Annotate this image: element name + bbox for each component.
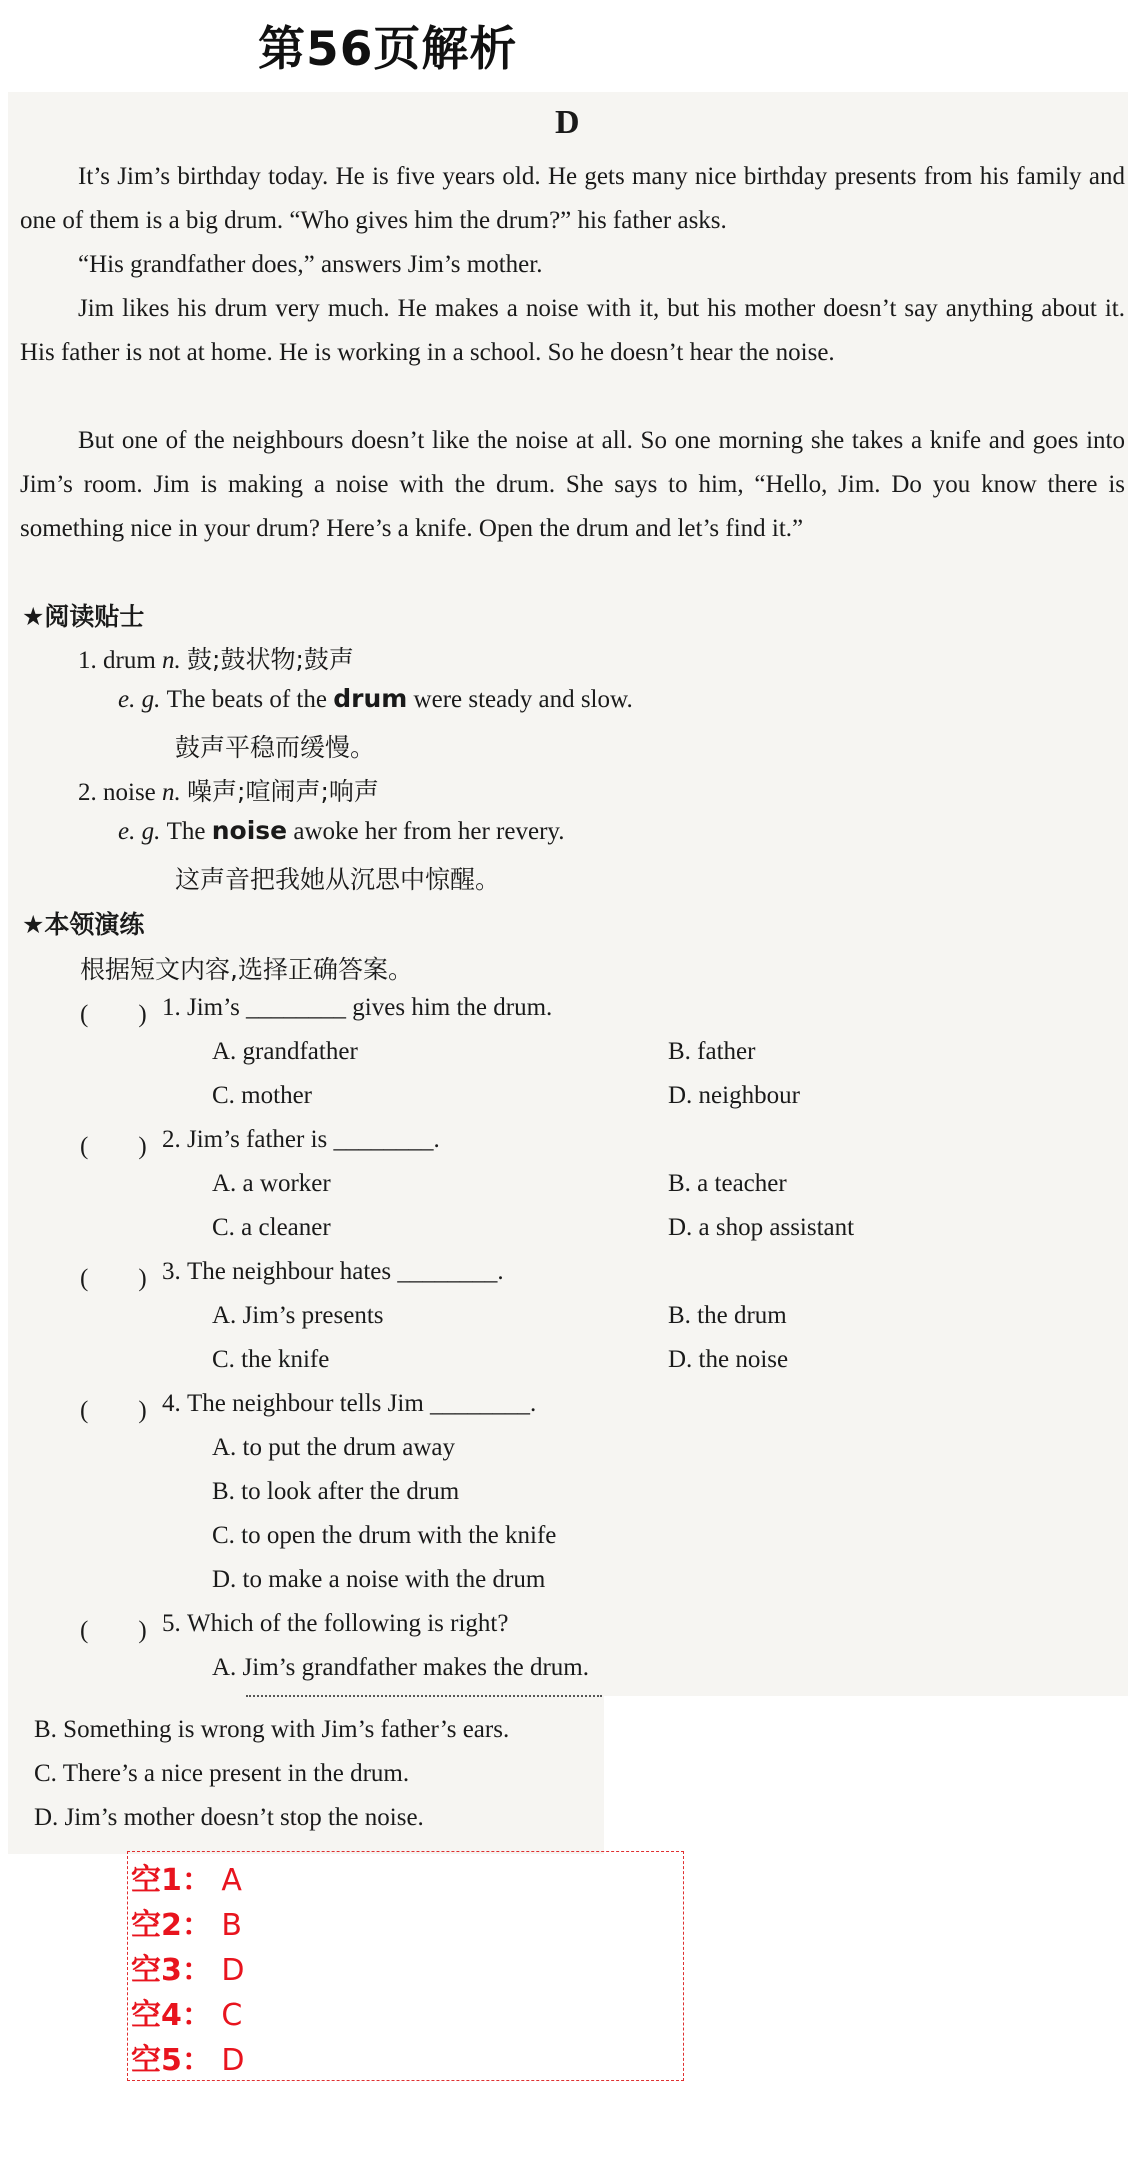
- option: C. to open the drum with the knife: [212, 1522, 557, 1549]
- question-1: 1. Jim’s ________ gives him the drum.: [162, 994, 553, 1021]
- option: C. There’s a nice present in the drum.: [34, 1760, 410, 1787]
- passage-paragraph-3: Jim likes his drum very much. He makes a noise with it, but his mother doesn’t say anything about it. His father is not at home. He is working in a school. So he doesn’t hear the noise.: [20, 295, 1125, 366]
- option: D. to make a noise with the drum: [212, 1566, 546, 1593]
- tip-translation-2: 这声音把我她从沉思中惊醒。: [175, 865, 501, 894]
- option: B. to look after the drum: [212, 1478, 460, 1505]
- answer-2: 空2： B: [131, 1908, 243, 1943]
- passage-heading: D: [555, 104, 580, 141]
- option: A. a worker: [212, 1170, 331, 1197]
- option: A. Jim’s grandfather makes the drum.: [212, 1654, 589, 1681]
- answer-paren: ( ): [80, 1617, 147, 1644]
- cut-line: [246, 1695, 602, 1697]
- option: D. Jim’s mother doesn’t stop the noise.: [34, 1804, 424, 1831]
- option: A. grandfather: [212, 1038, 358, 1065]
- answer-paren: ( ): [80, 1133, 147, 1160]
- tip-item-2: 2. noise n. 噪声;喧闹声;响声: [78, 777, 379, 806]
- page-title: 第56页解析: [258, 22, 518, 77]
- answer-3: 空3： D: [131, 1953, 245, 1988]
- practice-instruction: 根据短文内容,选择正确答案。: [80, 955, 413, 984]
- option: A. Jim’s presents: [212, 1302, 384, 1329]
- question-4: 4. The neighbour tells Jim ________.: [162, 1390, 537, 1417]
- passage-paragraph-4: But one of the neighbours doesn’t like the noise at all. So one morning she takes a knife and goes into Jim’s room. Jim is making a noise with the drum. She says to him, “Hello, Jim. Do you know there is something nice in your drum? Here’s a knife. Open the drum and let’s find it.”: [20, 427, 1125, 542]
- option: B. the drum: [668, 1302, 787, 1329]
- answer-paren: ( ): [80, 1397, 147, 1424]
- option: C. mother: [212, 1082, 312, 1109]
- question-5: 5. Which of the following is right?: [162, 1610, 509, 1637]
- tip-example-2: e. g. The noise awoke her from her revery.: [118, 816, 565, 845]
- answer-paren: ( ): [80, 1265, 147, 1292]
- tip-item-1: 1. drum n. 鼓;鼓状物;鼓声: [78, 645, 354, 674]
- option: D. a shop assistant: [668, 1214, 855, 1241]
- answer-5: 空5： D: [131, 2043, 245, 2078]
- option: C. the knife: [212, 1346, 330, 1373]
- option: A. to put the drum away: [212, 1434, 456, 1461]
- tips-heading: ★阅读贴士: [22, 602, 145, 631]
- passage-paragraph-1: It’s Jim’s birthday today. He is five years old. He gets many nice birthday presents from his family and one of them is a big drum. “Who gives him the drum?” his father asks.: [20, 163, 1125, 234]
- answer-1: 空1： A: [131, 1863, 242, 1898]
- question-3: 3. The neighbour hates ________.: [162, 1258, 504, 1285]
- option: C. a cleaner: [212, 1214, 331, 1241]
- tip-example-1: e. g. The beats of the drum were steady and slow.: [118, 684, 633, 713]
- question-2: 2. Jim’s father is ________.: [162, 1126, 440, 1153]
- option: B. Something is wrong with Jim’s father’s ears.: [34, 1716, 510, 1743]
- option: B. father: [668, 1038, 756, 1065]
- practice-heading: ★本领演练: [22, 910, 145, 939]
- answer-4: 空4： C: [131, 1998, 243, 2033]
- answer-paren: ( ): [80, 1001, 147, 1028]
- passage-paragraph-2: “His grandfather does,” answers Jim’s mother.: [78, 251, 543, 278]
- option: D. the noise: [668, 1346, 789, 1373]
- tip-translation-1: 鼓声平稳而缓慢。: [175, 733, 376, 762]
- option: D. neighbour: [668, 1082, 800, 1109]
- option: B. a teacher: [668, 1170, 787, 1197]
